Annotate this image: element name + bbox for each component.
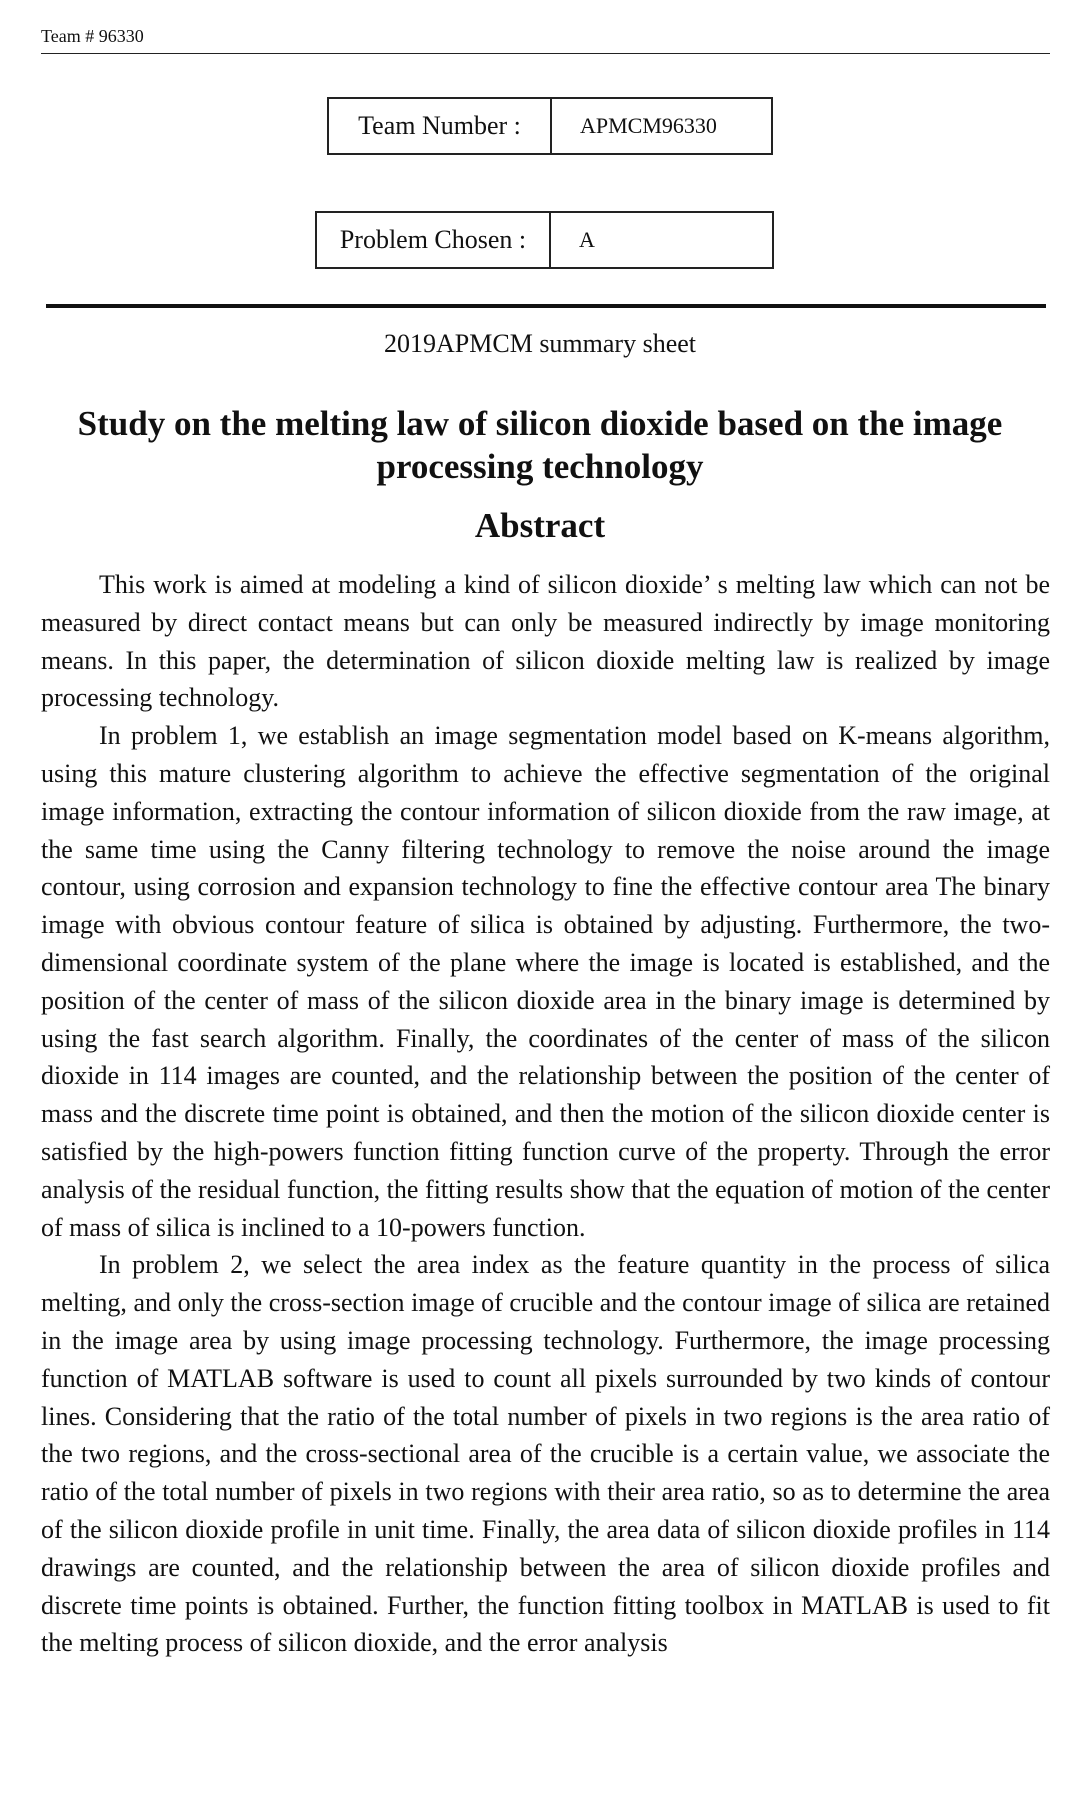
summary-sheet-caption: 2019APMCM summary sheet xyxy=(384,329,696,358)
abstract-paragraph: This work is aimed at modeling a kind of silicon dioxide’ s melting law which can not be measured by direct contact means but can only be measured indirectly by image monitoring means. In this paper, the determination of silicon dioxide melting law is realized by image processing technology. xyxy=(41,570,1050,713)
team-number-value: APMCM96330 xyxy=(580,113,717,138)
abstract-heading: Abstract xyxy=(474,506,606,545)
abstract-paragraph: In problem 1, we establish an image segmentation model based on K-means algorithm, using this mature clustering algorithm to achieve the effective segmentation of the original image information, extracting the contour information of silicon dioxide from the raw image, at the same time using the Canny filtering technology to remove the noise around the image contour, using corrosion and expansion technology to fine the effective contour area The binary image with obvious contour feature of silica is obtained by adjusting. Furthermore, the two-dimensional coordinate system of the plane where the image is located is established, and the position of the center of mass of the silicon dioxide area in the binary image is determined by using the fast search algorithm. Finally, the coordinates of the center of mass of the silicon dioxide in 114 images are counted, and the relationship between the position of the center of mass and the discrete time point is obtained, and then the motion of the silicon dioxide center is satisfied by the high-powers function fitting function curve of the property. Through the error analysis of the residual function, the fitting results show that the equation of motion of the center of mass of silica is inclined to a 10-powers function. xyxy=(41,721,1050,1242)
abstract-body xyxy=(41,566,1050,1662)
problem-chosen-label: Problem Chosen : xyxy=(317,213,551,267)
page-header-team: Team # 96330 xyxy=(41,26,144,46)
section-divider xyxy=(46,304,1046,308)
abstract-paragraph: In problem 2, we select the area index as the feature quantity in the process of silica melting, and only the cross-section image of crucible and the contour image of silica are retained in the image area by using image processing technology. Furthermore, the image processing function of MATLAB software is used to count all pixels surrounded by two kinds of contour lines. Considering that the ratio of the total number of pixels in two regions is the area ratio of the two regions, and the cross-sectional area of the crucible is a certain value, we associate the ratio of the total number of pixels in two regions with their area ratio, so as to determine the area of the silicon dioxide profile in unit time. Finally, the area data of silicon dioxide profiles in 114 drawings are counted, and the relationship between the area of silicon dioxide profiles and discrete time points is obtained. Further, the function fitting toolbox in MATLAB is used to fit the melting process of silicon dioxide, and the error analysis xyxy=(41,1250,1050,1658)
team-number-label: Team Number : xyxy=(329,99,552,153)
problem-chosen-value: A xyxy=(579,227,595,252)
paper-title: Study on the melting law of silicon dioxide based on the image processing technology xyxy=(77,404,1003,486)
problem-chosen-box xyxy=(315,211,774,269)
header-divider xyxy=(41,53,1050,54)
team-number-box xyxy=(327,97,773,155)
